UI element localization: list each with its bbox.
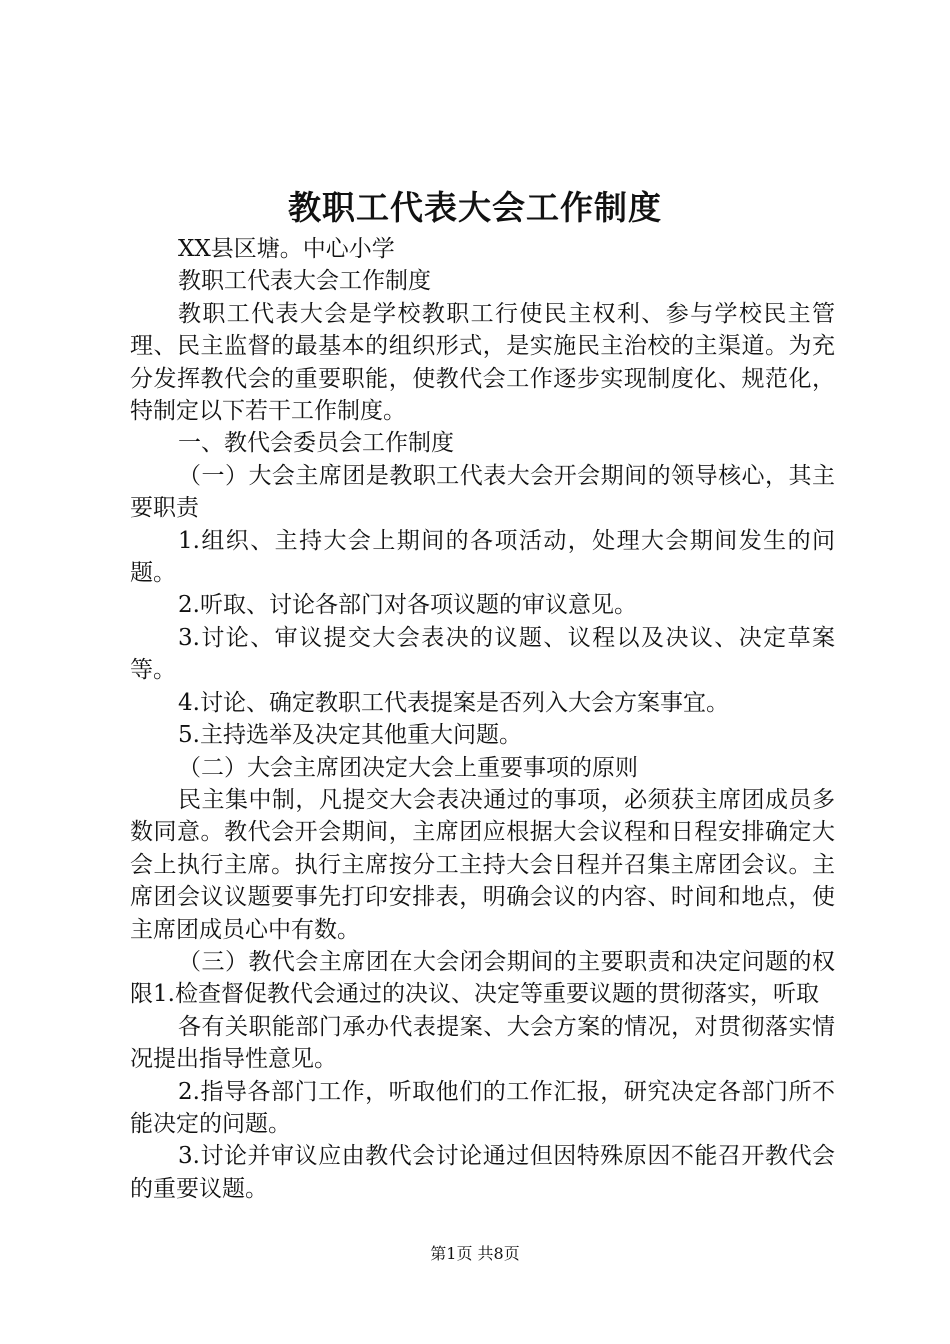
page-indicator: 第1页 共8页 bbox=[430, 1244, 520, 1263]
subsection-heading-2: （二）大会主席团决定大会上重要事项的原则 bbox=[178, 754, 638, 781]
list-item: 2.听取、讨论各部门对各项议题的审议意见。 bbox=[178, 592, 637, 619]
section-heading-1: 一、教代会委员会工作制度 bbox=[178, 430, 454, 457]
page-footer bbox=[0, 1243, 950, 1265]
paragraph-school-name: XX县区塘。中心小学 bbox=[178, 236, 395, 262]
subsection-heading-1: （一）大会主席团是教职工代表大会开会期间的领导核心，其主要职责 bbox=[130, 462, 835, 522]
paragraph-intro: 教职工代表大会是学校教职工行使民主权利、参与学校民主管理、民主监督的最基本的组织形式，是实施民主治校的主渠道。为充分发挥教代会的重要职能，使教代会工作逐步实现制度化、规范化，特制定以下若干工作制度。 bbox=[130, 300, 835, 425]
list-item: 1.组织、主持大会上期间的各项活动，处理大会期间发生的问题。 bbox=[130, 527, 835, 587]
list-item: 4.讨论、确定教职工代表提案是否列入大会方案事宜。 bbox=[178, 689, 729, 716]
list-item: 3.讨论并审议应由教代会讨论通过但因特殊原因不能召开教代会的重要议题。 bbox=[130, 1143, 835, 1202]
list-item: 3.讨论、审议提交大会表决的议题、议程以及决议、决定草案等。 bbox=[130, 624, 835, 684]
list-item: 5.主持选举及决定其他重大问题。 bbox=[178, 722, 522, 749]
paragraph-principle: 民主集中制，凡提交大会表决通过的事项，必须获主席团成员多数同意。教代会开会期间，主席团应根据大会议程和日程安排确定大会上执行主席。执行主席按分工主持大会日程并召集主席团会议。主席团会议议题要事先打印安排表，明确会议的内容、时间和地点，使主席团成员心中有数。 bbox=[130, 786, 835, 943]
paragraph-continuation: 各有关职能部门承办代表提案、大会方案的情况，对贯彻落实情况提出指导性意见。 bbox=[130, 1013, 835, 1073]
subsection-heading-3: （三）教代会主席团在大会闭会期间的主要职责和决定问题的权限1.检查督促教代会通过的决议、决定等重要议题的贯彻落实，听取 bbox=[130, 948, 835, 1008]
paragraph-subtitle: 教职工代表大会工作制度 bbox=[178, 268, 431, 295]
document-title: 教职工代表大会工作制度 bbox=[288, 188, 662, 227]
document-body bbox=[130, 233, 835, 1205]
list-item: 2.指导各部门工作，听取他们的工作汇报，研究决定各部门所不能决定的问题。 bbox=[130, 1078, 835, 1137]
